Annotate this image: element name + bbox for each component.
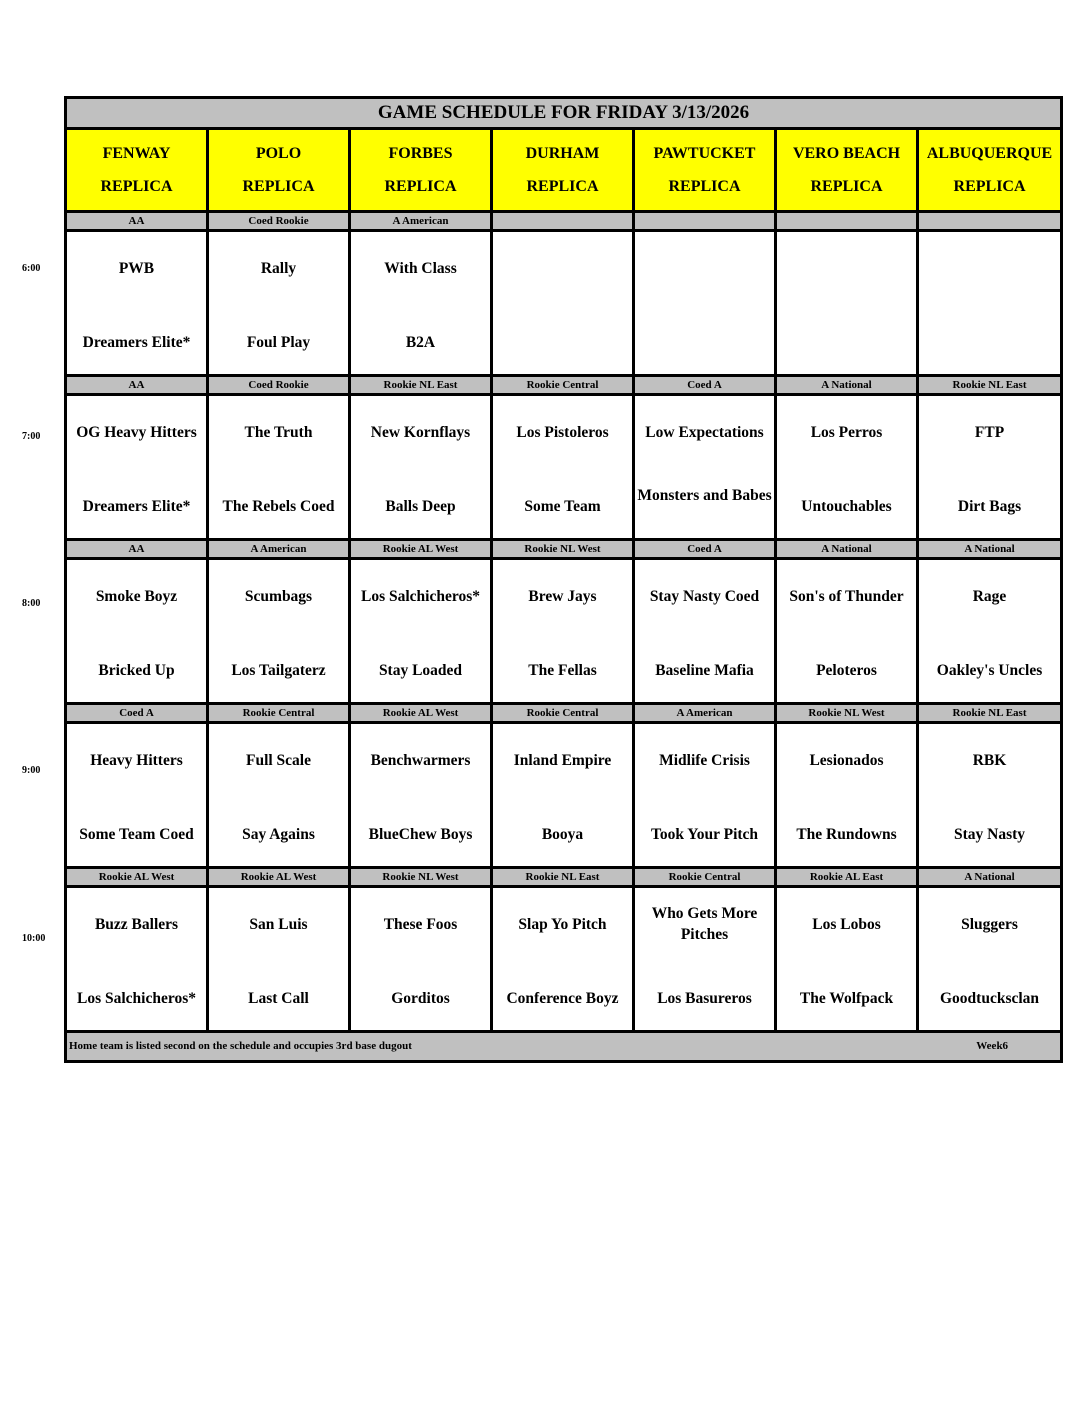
time-label: 9:00	[22, 765, 41, 776]
home-team: Gorditos	[391, 990, 450, 1007]
game-cell	[776, 559, 918, 704]
game-cell	[66, 887, 208, 1032]
home-team: Say Agains	[242, 826, 315, 843]
time-label: 10:00	[22, 933, 46, 944]
field-header	[66, 129, 208, 212]
division-label: Rookie NL East	[492, 868, 634, 887]
division-label	[918, 212, 1062, 231]
field-name: FORBES	[388, 145, 453, 162]
home-team: Dreamers Elite*	[82, 334, 191, 351]
schedule-title: GAME SCHEDULE FOR FRIDAY 3/13/2026	[66, 98, 1062, 129]
away-team: Benchwarmers	[370, 752, 471, 769]
game-row	[66, 723, 1062, 868]
game-cell	[350, 559, 492, 704]
away-team: Scumbags	[244, 588, 313, 605]
division-label: Rookie AL East	[776, 868, 918, 887]
home-team: B2A	[405, 334, 436, 351]
away-team: OG Heavy Hitters	[76, 424, 197, 441]
footer-note: Home team is listed second on the schedule and occupies 3rd base dugout	[69, 1040, 412, 1052]
home-team: Some Team	[524, 498, 601, 515]
away-team: Los Pistoleros	[516, 424, 609, 441]
away-team: Los Lobos	[812, 916, 881, 933]
division-label	[492, 212, 634, 231]
away-team: Lesionados	[809, 752, 884, 769]
home-team: The Rebels Coed	[222, 498, 335, 515]
division-label: A National	[776, 540, 918, 559]
away-team: Smoke Boyz	[95, 588, 178, 605]
game-cell	[918, 559, 1062, 704]
home-team: Los Tailgaterz	[231, 662, 326, 679]
division-label: Rookie Central	[492, 704, 634, 723]
game-cell	[918, 231, 1062, 376]
game-cell	[208, 231, 350, 376]
game-row	[66, 559, 1062, 704]
field-name: VERO BEACH	[792, 145, 901, 162]
away-team: RBK	[972, 752, 1007, 769]
away-team: Inland Empire	[513, 752, 612, 769]
game-cell	[350, 395, 492, 540]
home-team: Some Team Coed	[79, 826, 194, 843]
game-cell	[350, 723, 492, 868]
game-cell	[66, 395, 208, 540]
game-cell	[634, 395, 776, 540]
division-label: Rookie NL West	[492, 540, 634, 559]
time-labels	[0, 0, 62, 1408]
home-team: Goodtucksclan	[940, 990, 1040, 1007]
away-team: Full Scale	[245, 752, 311, 769]
game-cell	[918, 395, 1062, 540]
home-team: BlueChew Boys	[368, 826, 473, 843]
game-cell	[634, 887, 776, 1032]
away-team: FTP	[974, 424, 1005, 441]
game-cell	[208, 723, 350, 868]
division-label: Rookie Central	[634, 868, 776, 887]
away-team: Brew Jays	[528, 588, 597, 605]
field-subtitle: REPLICA	[668, 178, 741, 195]
division-label: AA	[66, 376, 208, 395]
game-cell	[634, 723, 776, 868]
field-header	[350, 129, 492, 212]
away-team: New Kornflays	[370, 424, 471, 441]
away-team: Slap Yo Pitch	[518, 916, 607, 933]
time-label: 7:00	[22, 431, 41, 442]
division-label	[634, 212, 776, 231]
division-label: AA	[66, 540, 208, 559]
away-team: San Luis	[249, 916, 308, 933]
game-cell	[208, 887, 350, 1032]
away-team: Los Salchicheros*	[361, 588, 480, 605]
field-name: DURHAM	[525, 145, 600, 162]
away-team: PWB	[118, 260, 155, 277]
field-header	[634, 129, 776, 212]
game-row	[66, 231, 1062, 376]
game-cell	[66, 231, 208, 376]
home-team: Last Call	[248, 990, 309, 1007]
away-team: Rally	[260, 260, 297, 277]
home-team: Booya	[541, 826, 584, 843]
division-label: Rookie AL West	[66, 868, 208, 887]
game-cell	[492, 559, 634, 704]
field-header	[492, 129, 634, 212]
away-team: These Foos	[383, 916, 458, 933]
home-team: Took Your Pitch	[650, 826, 759, 843]
footer	[66, 1032, 1062, 1062]
field-subtitle: REPLICA	[953, 178, 1026, 195]
game-cell	[492, 723, 634, 868]
away-team: Sluggers	[961, 916, 1018, 933]
division-row	[66, 868, 1062, 887]
division-label: Rookie NL West	[776, 704, 918, 723]
game-cell	[634, 231, 776, 376]
home-team: Stay Nasty	[954, 826, 1026, 843]
game-cell	[66, 723, 208, 868]
home-team: Foul Play	[246, 334, 311, 351]
home-team: Los Basureros	[657, 990, 752, 1007]
division-label: Rookie AL West	[208, 868, 350, 887]
home-team: Monsters and Babes	[637, 487, 772, 504]
field-header	[776, 129, 918, 212]
game-cell	[208, 559, 350, 704]
division-label: A American	[350, 212, 492, 231]
away-team: The Truth	[244, 424, 313, 441]
division-label: AA	[66, 212, 208, 231]
away-team: Who Gets More Pitches	[651, 905, 758, 943]
week-label: Week6	[976, 1040, 1009, 1052]
division-label: Rookie NL East	[350, 376, 492, 395]
division-row	[66, 212, 1062, 231]
field-subtitle: REPLICA	[100, 178, 173, 195]
game-cell	[66, 559, 208, 704]
division-label	[776, 212, 918, 231]
field-name: PAWTUCKET	[653, 145, 756, 162]
home-team: Conference Boyz	[506, 990, 619, 1007]
division-label: Coed Rookie	[208, 212, 350, 231]
game-cell	[776, 887, 918, 1032]
schedule-table	[64, 96, 1063, 1063]
division-label: Rookie NL East	[918, 376, 1062, 395]
division-row	[66, 540, 1062, 559]
away-team: Los Perros	[810, 424, 883, 441]
game-cell	[492, 887, 634, 1032]
field-header	[208, 129, 350, 212]
division-row	[66, 704, 1062, 723]
game-cell	[634, 559, 776, 704]
home-team: The Fellas	[528, 662, 597, 679]
division-label: Coed Rookie	[208, 376, 350, 395]
field-subtitle: REPLICA	[384, 178, 457, 195]
division-label: Coed A	[66, 704, 208, 723]
game-cell	[350, 231, 492, 376]
division-label: Coed A	[634, 540, 776, 559]
field-subtitle: REPLICA	[242, 178, 315, 195]
game-cell	[918, 723, 1062, 868]
division-label: A National	[776, 376, 918, 395]
away-team: Rage	[972, 588, 1007, 605]
away-team: Midlife Crisis	[659, 752, 750, 769]
field-name: ALBUQUERQUE	[926, 145, 1053, 162]
field-header	[918, 129, 1062, 212]
game-cell	[918, 887, 1062, 1032]
game-cell	[492, 395, 634, 540]
game-cell	[776, 723, 918, 868]
division-label: A National	[918, 868, 1062, 887]
home-team: Untouchables	[801, 498, 892, 515]
away-team: Low Expectations	[645, 424, 764, 441]
division-label: Rookie AL West	[350, 540, 492, 559]
division-label: Rookie Central	[492, 376, 634, 395]
away-team: Buzz Ballers	[94, 916, 179, 933]
time-label: 6:00	[22, 263, 41, 274]
division-label: A National	[918, 540, 1062, 559]
division-label: A American	[208, 540, 350, 559]
home-team: Baseline Mafia	[655, 662, 754, 679]
home-team: Peloteros	[816, 662, 877, 679]
game-cell	[492, 231, 634, 376]
home-team: Bricked Up	[98, 662, 175, 679]
home-team: The Wolfpack	[799, 990, 894, 1007]
game-cell	[776, 231, 918, 376]
division-label: Coed A	[634, 376, 776, 395]
field-name: POLO	[255, 145, 302, 162]
game-row	[66, 395, 1062, 540]
home-team: Balls Deep	[385, 498, 456, 515]
division-label: Rookie Central	[208, 704, 350, 723]
field-subtitle: REPLICA	[810, 178, 883, 195]
home-team: Dirt Bags	[957, 498, 1022, 515]
division-label: Rookie NL East	[918, 704, 1062, 723]
game-cell	[350, 887, 492, 1032]
field-subtitle: REPLICA	[526, 178, 599, 195]
away-team: Son's of Thunder	[789, 588, 904, 605]
field-name: FENWAY	[102, 145, 171, 162]
game-cell	[776, 395, 918, 540]
division-label: Rookie AL West	[350, 704, 492, 723]
home-team: Stay Loaded	[378, 662, 463, 679]
division-row	[66, 376, 1062, 395]
home-team: Oakley's Uncles	[936, 662, 1043, 679]
away-team: With Class	[384, 260, 457, 277]
game-row	[66, 887, 1062, 1032]
division-label: A American	[634, 704, 776, 723]
time-label: 8:00	[22, 598, 41, 609]
home-team: Los Salchicheros*	[77, 990, 196, 1007]
away-team: Heavy Hitters	[90, 752, 183, 769]
division-label: Rookie NL West	[350, 868, 492, 887]
home-team: Dreamers Elite*	[82, 498, 191, 515]
game-cell	[208, 395, 350, 540]
away-team: Stay Nasty Coed	[649, 588, 760, 605]
home-team: The Rundowns	[796, 826, 897, 843]
